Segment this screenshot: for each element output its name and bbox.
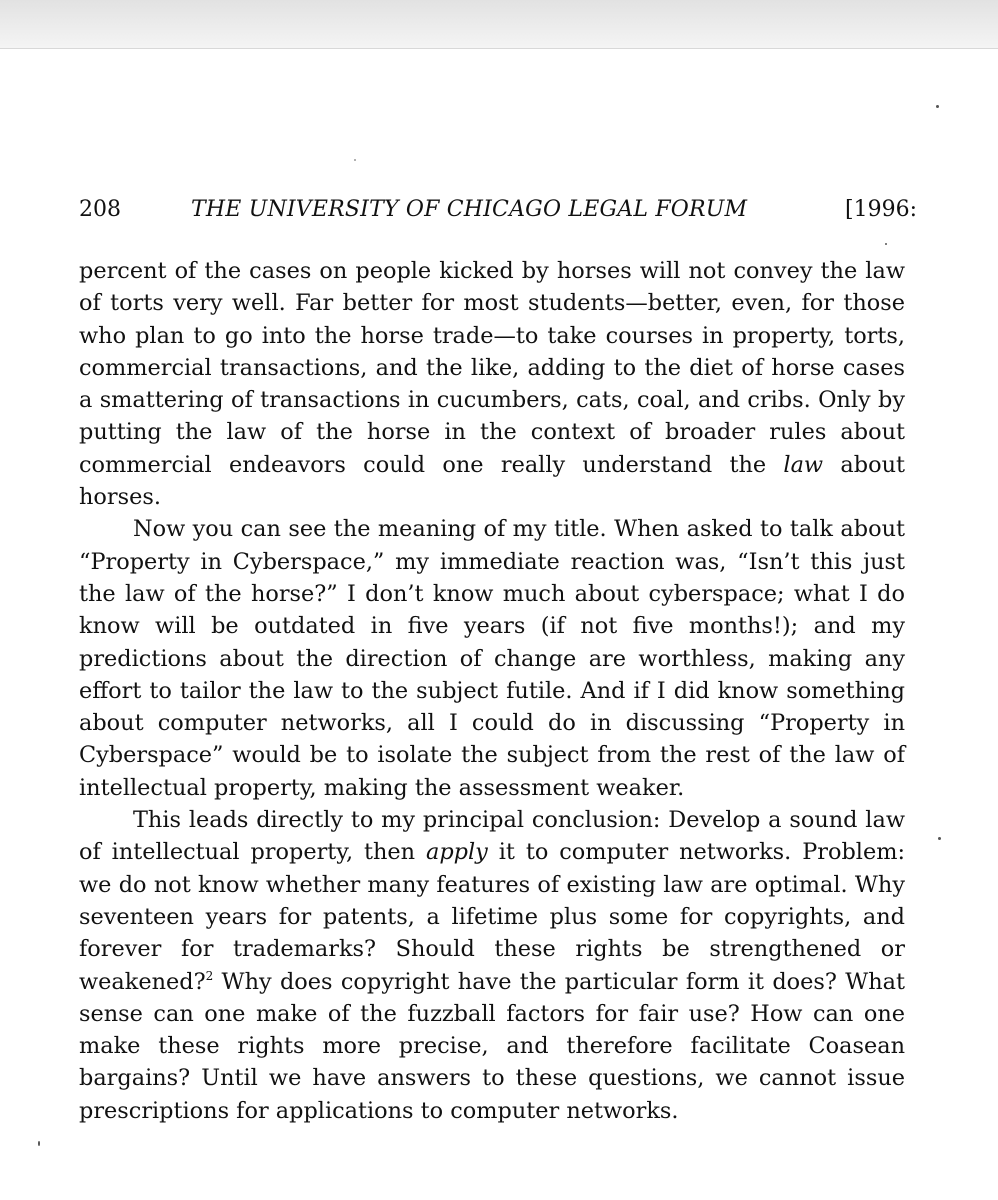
volume-year: [1996: bbox=[845, 197, 917, 222]
viewer-toolbar bbox=[0, 0, 998, 49]
journal-title: THE UNIVERSITY OF CHICAGO LEGAL FORUM bbox=[191, 197, 748, 222]
running-header bbox=[79, 197, 919, 227]
paragraph: Now you can see the meaning of my title. When asked to talk about “Property in Cyberspace,” my immediate reaction was, “Isn’t this just the law of the horse?” I don’t know much about cyberspace; what I do know will be outdated in five years (if not five months!); and my predictions about the direction of change are worthless, making any effort to tailor the law to the subject futile. And if I did know something about computer networks, all I could do in discussing “Property in Cyberspace” would be to isolate the subject from the rest of the law of intellectual property, making the assessment weaker. bbox=[79, 516, 905, 801]
scan-speck bbox=[936, 105, 939, 108]
paragraph: This leads directly to my principal conclusion: Develop a sound law of intellectual property, then apply it to computer networks. Problem: we do not know whether many features of existing law are optimal. Why seventeen years for patents, a lifetime plus some for copyrights, and forever for trademarks? Should these rights be strengthened or weakened?$^2$ Why does copyright have the particular form it does? What sense can one make of the fuzzball factors for fair use? How can one make these rights more precise, and therefore facilitate Coasean bargains? Until we have answers to these questions, we cannot issue prescriptions for applications to computer networks. bbox=[79, 807, 905, 1124]
document-page bbox=[0, 49, 998, 1200]
scan-speck bbox=[885, 243, 887, 245]
emphasis: law bbox=[783, 451, 824, 478]
scan-speck bbox=[938, 837, 941, 840]
footnote-reference[interactable]: 2 bbox=[205, 968, 214, 983]
page-number: 208 bbox=[79, 197, 121, 222]
paragraph: percent of the cases on people kicked by horses will not convey the law of torts very well. Far better for most students—better, even, for those who plan to go into the horse trade—to take courses in property, torts, commercial transactions, and the like, adding to the diet of horse cases a smattering of transactions in cucumbers, cats, coal, and cribs. Only by putting the law of the horse in the context of broader rules about commercial endeavors could one really understand the law about horses. bbox=[79, 258, 905, 511]
scan-speck bbox=[354, 159, 356, 161]
body-text bbox=[79, 255, 905, 1127]
emphasis: apply bbox=[426, 839, 488, 866]
scan-speck bbox=[38, 1141, 40, 1146]
